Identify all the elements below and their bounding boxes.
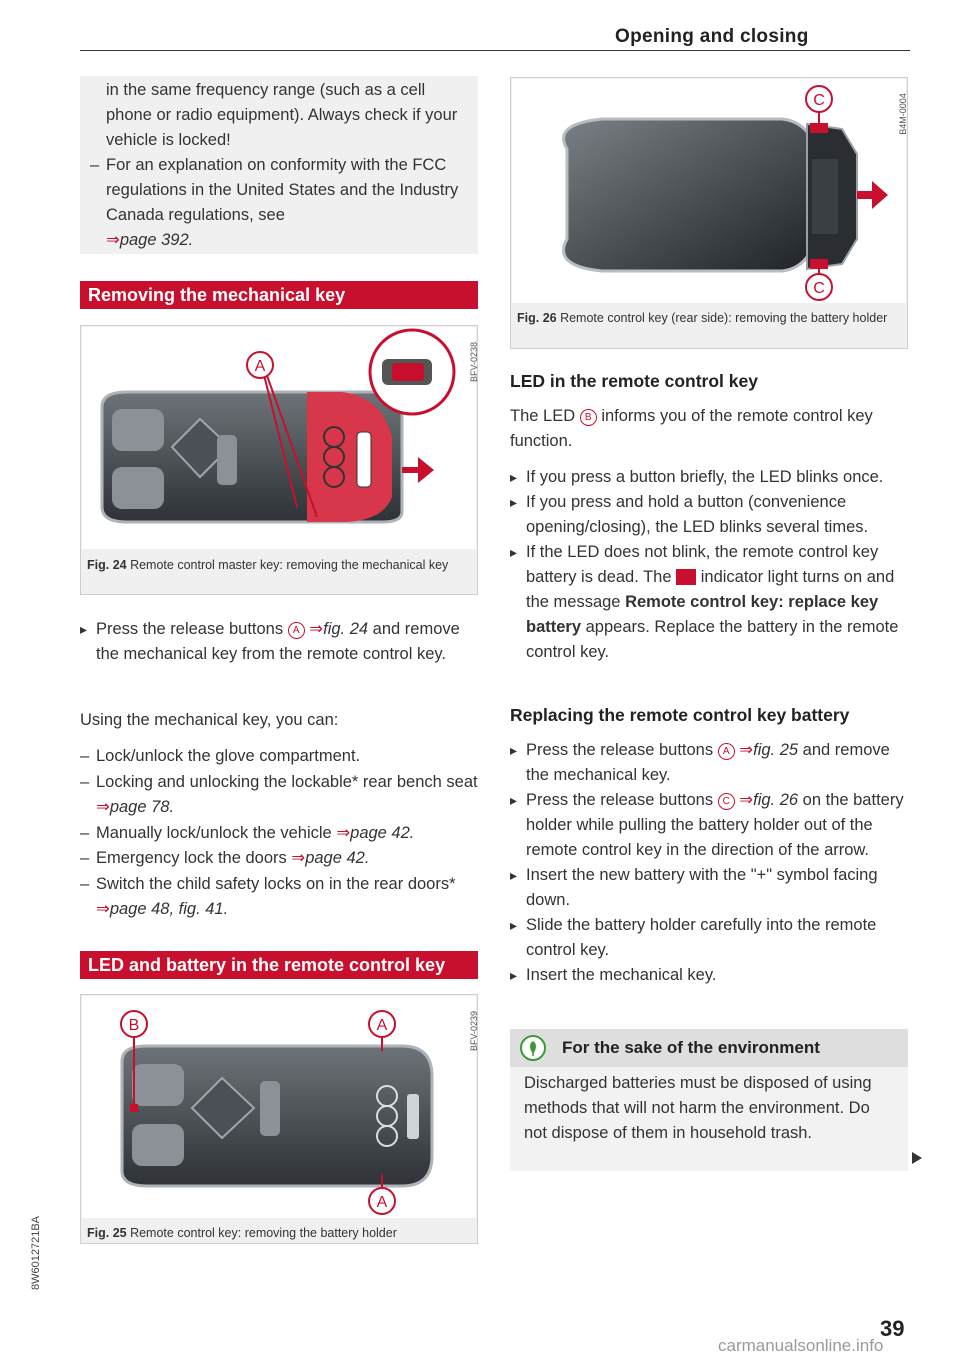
leaf-icon xyxy=(520,1035,546,1061)
figure-25 xyxy=(80,994,478,1244)
arrow-ref-icon: ⇒ xyxy=(739,791,754,809)
list-item: – Manually lock/unlock the vehicle ⇒page 42. xyxy=(80,821,480,847)
figure-26 xyxy=(510,77,908,349)
callout-c-badge: C xyxy=(718,793,735,810)
mechanical-key-uses xyxy=(80,744,480,923)
arrow-ref-icon: ⇒ xyxy=(96,900,110,918)
list-item: – Lock/unlock the glove compartment. xyxy=(80,744,480,770)
page-ref-link[interactable]: page 48, fig. 41. xyxy=(109,900,229,918)
heading-led-battery: LED and battery in the remote control key xyxy=(80,951,478,979)
list-item: ▸ If you press a button briefly, the LED blinks once. xyxy=(510,465,910,490)
callout-b-badge: B xyxy=(580,409,597,426)
heading-replacing-battery: Replacing the remote control key battery xyxy=(510,705,850,725)
fig-ref-link[interactable]: fig. 26 xyxy=(753,791,799,809)
figure-25-code: BFV-0239 xyxy=(468,1010,479,1052)
list-item: ▸ Press the release buttons C ⇒fig. 26 on the battery holder while pulling the battery holder out of the remote control key in the direction of the arrow. xyxy=(510,788,910,863)
callout-c-26-bottom: C xyxy=(813,280,825,297)
figure-26-code: B4M-0004 xyxy=(898,93,909,135)
environment-note-header xyxy=(510,1029,908,1067)
figure-24-image xyxy=(82,327,479,549)
figure-25-image xyxy=(82,996,479,1218)
remote-master-key-illustration xyxy=(82,327,478,549)
list-item: ▸ If the LED does not blink, the remote control key battery is dead. The indicator light turns on and the message Remote control key: replace key battery appears. Replace the battery in the remote control key. xyxy=(510,540,910,665)
using-mechanical-key-intro: Using the mechanical key, you can: xyxy=(80,711,339,729)
page-ref-link[interactable]: page 42. xyxy=(305,849,370,867)
list-item: ▸ If you press and hold a button (convenience opening/closing), the LED blinks several times. xyxy=(510,490,910,540)
replace-battery-steps xyxy=(510,738,910,988)
environment-note xyxy=(510,1029,908,1171)
intro-note-box xyxy=(80,76,478,254)
watermark: carmanualsonline.info xyxy=(718,1336,884,1355)
list-item: – Locking and unlocking the lockable* rear bench seat ⇒page 78. xyxy=(80,770,480,821)
fig-ref-link[interactable]: fig. 25 xyxy=(753,741,799,759)
page-ref-link[interactable]: page 78. xyxy=(109,798,175,816)
list-item: ▸ Slide the battery holder carefully into the remote control key. xyxy=(510,913,910,963)
environment-note-title: For the sake of the environment xyxy=(562,1038,820,1057)
key-battery-indicator-icon xyxy=(676,569,696,585)
callout-c-26-top: C xyxy=(813,92,825,109)
callout-b-25: B xyxy=(128,1017,140,1034)
figure-24 xyxy=(80,325,478,595)
heading-led-in-remote: LED in the remote control key xyxy=(510,371,758,391)
fig-ref-link[interactable]: fig. 24 xyxy=(323,620,369,638)
environment-note-text: Discharged batteries must be disposed of using methods that will not harm the environment. Do not dispose of them in household trash. xyxy=(524,1074,872,1142)
section-title: Opening and closing xyxy=(615,26,809,47)
remote-key-rear-illustration xyxy=(512,79,908,303)
list-item: ▸ Press the release buttons A ⇒fig. 25 and remove the mechanical key. xyxy=(510,738,910,788)
page-number: 39 xyxy=(880,1316,905,1341)
remote-key-battery-illustration xyxy=(82,996,478,1218)
callout-a-badge: A xyxy=(288,622,305,639)
arrow-ref-icon: ⇒ xyxy=(106,231,120,249)
figure-24-caption: Fig. 24 Remote control master key: removing the mechanical key xyxy=(87,558,449,572)
figure-25-caption: Fig. 25 Remote control key: removing the battery holder xyxy=(87,1226,397,1240)
list-item: – Emergency lock the doors ⇒page 42. xyxy=(80,846,480,872)
callout-a-25-bottom: A xyxy=(376,1194,388,1211)
callout-a-25-top: A xyxy=(376,1017,388,1034)
list-item: ▸ Insert the mechanical key. xyxy=(510,963,910,988)
header-rule xyxy=(80,50,910,51)
figure-24-code: BFV-0238 xyxy=(468,341,479,383)
press-release-instruction: ▸ Press the release buttons A ⇒fig. 24 and remove the mechanical key from the remote control key. xyxy=(80,617,478,667)
callout-a-24: A xyxy=(254,358,266,375)
figure-26-caption: Fig. 26 Remote control key (rear side): removing the battery holder xyxy=(517,311,888,325)
callout-a-badge: A xyxy=(718,743,735,760)
arrow-ref-icon: ⇒ xyxy=(96,798,110,816)
intro-bullet: – For an explanation on conformity with the FCC regulations in the United States and the Industry Canada regulations, see ⇒page 392. xyxy=(90,153,466,253)
led-intro: The LED B informs you of the remote control key function. xyxy=(510,407,873,450)
continue-arrow-icon xyxy=(912,1152,922,1164)
intro-bullet-list xyxy=(90,153,466,253)
arrow-ref-icon: ⇒ xyxy=(309,620,324,638)
arrow-ref-icon: ⇒ xyxy=(291,849,306,867)
heading-removing-mechanical-key: Removing the mechanical key xyxy=(80,281,478,309)
arrow-ref-icon: ⇒ xyxy=(739,741,754,759)
led-behavior-list xyxy=(510,465,910,665)
page-ref-link[interactable]: page 42. xyxy=(350,823,415,842)
page-ref-link[interactable]: page 392. xyxy=(119,231,194,249)
list-item: ▸ Insert the new battery with the "+" symbol facing down. xyxy=(510,863,910,913)
arrow-ref-icon: ⇒ xyxy=(336,823,351,842)
list-item: – Switch the child safety locks on in the rear doors* ⇒page 48, fig. 41. xyxy=(80,872,480,923)
intro-para: in the same frequency range (such as a cell phone or radio equipment). Always check if your vehicle is locked! xyxy=(106,81,458,149)
figure-26-image xyxy=(512,79,909,303)
document-code: 8W6012721BA xyxy=(30,1216,42,1290)
